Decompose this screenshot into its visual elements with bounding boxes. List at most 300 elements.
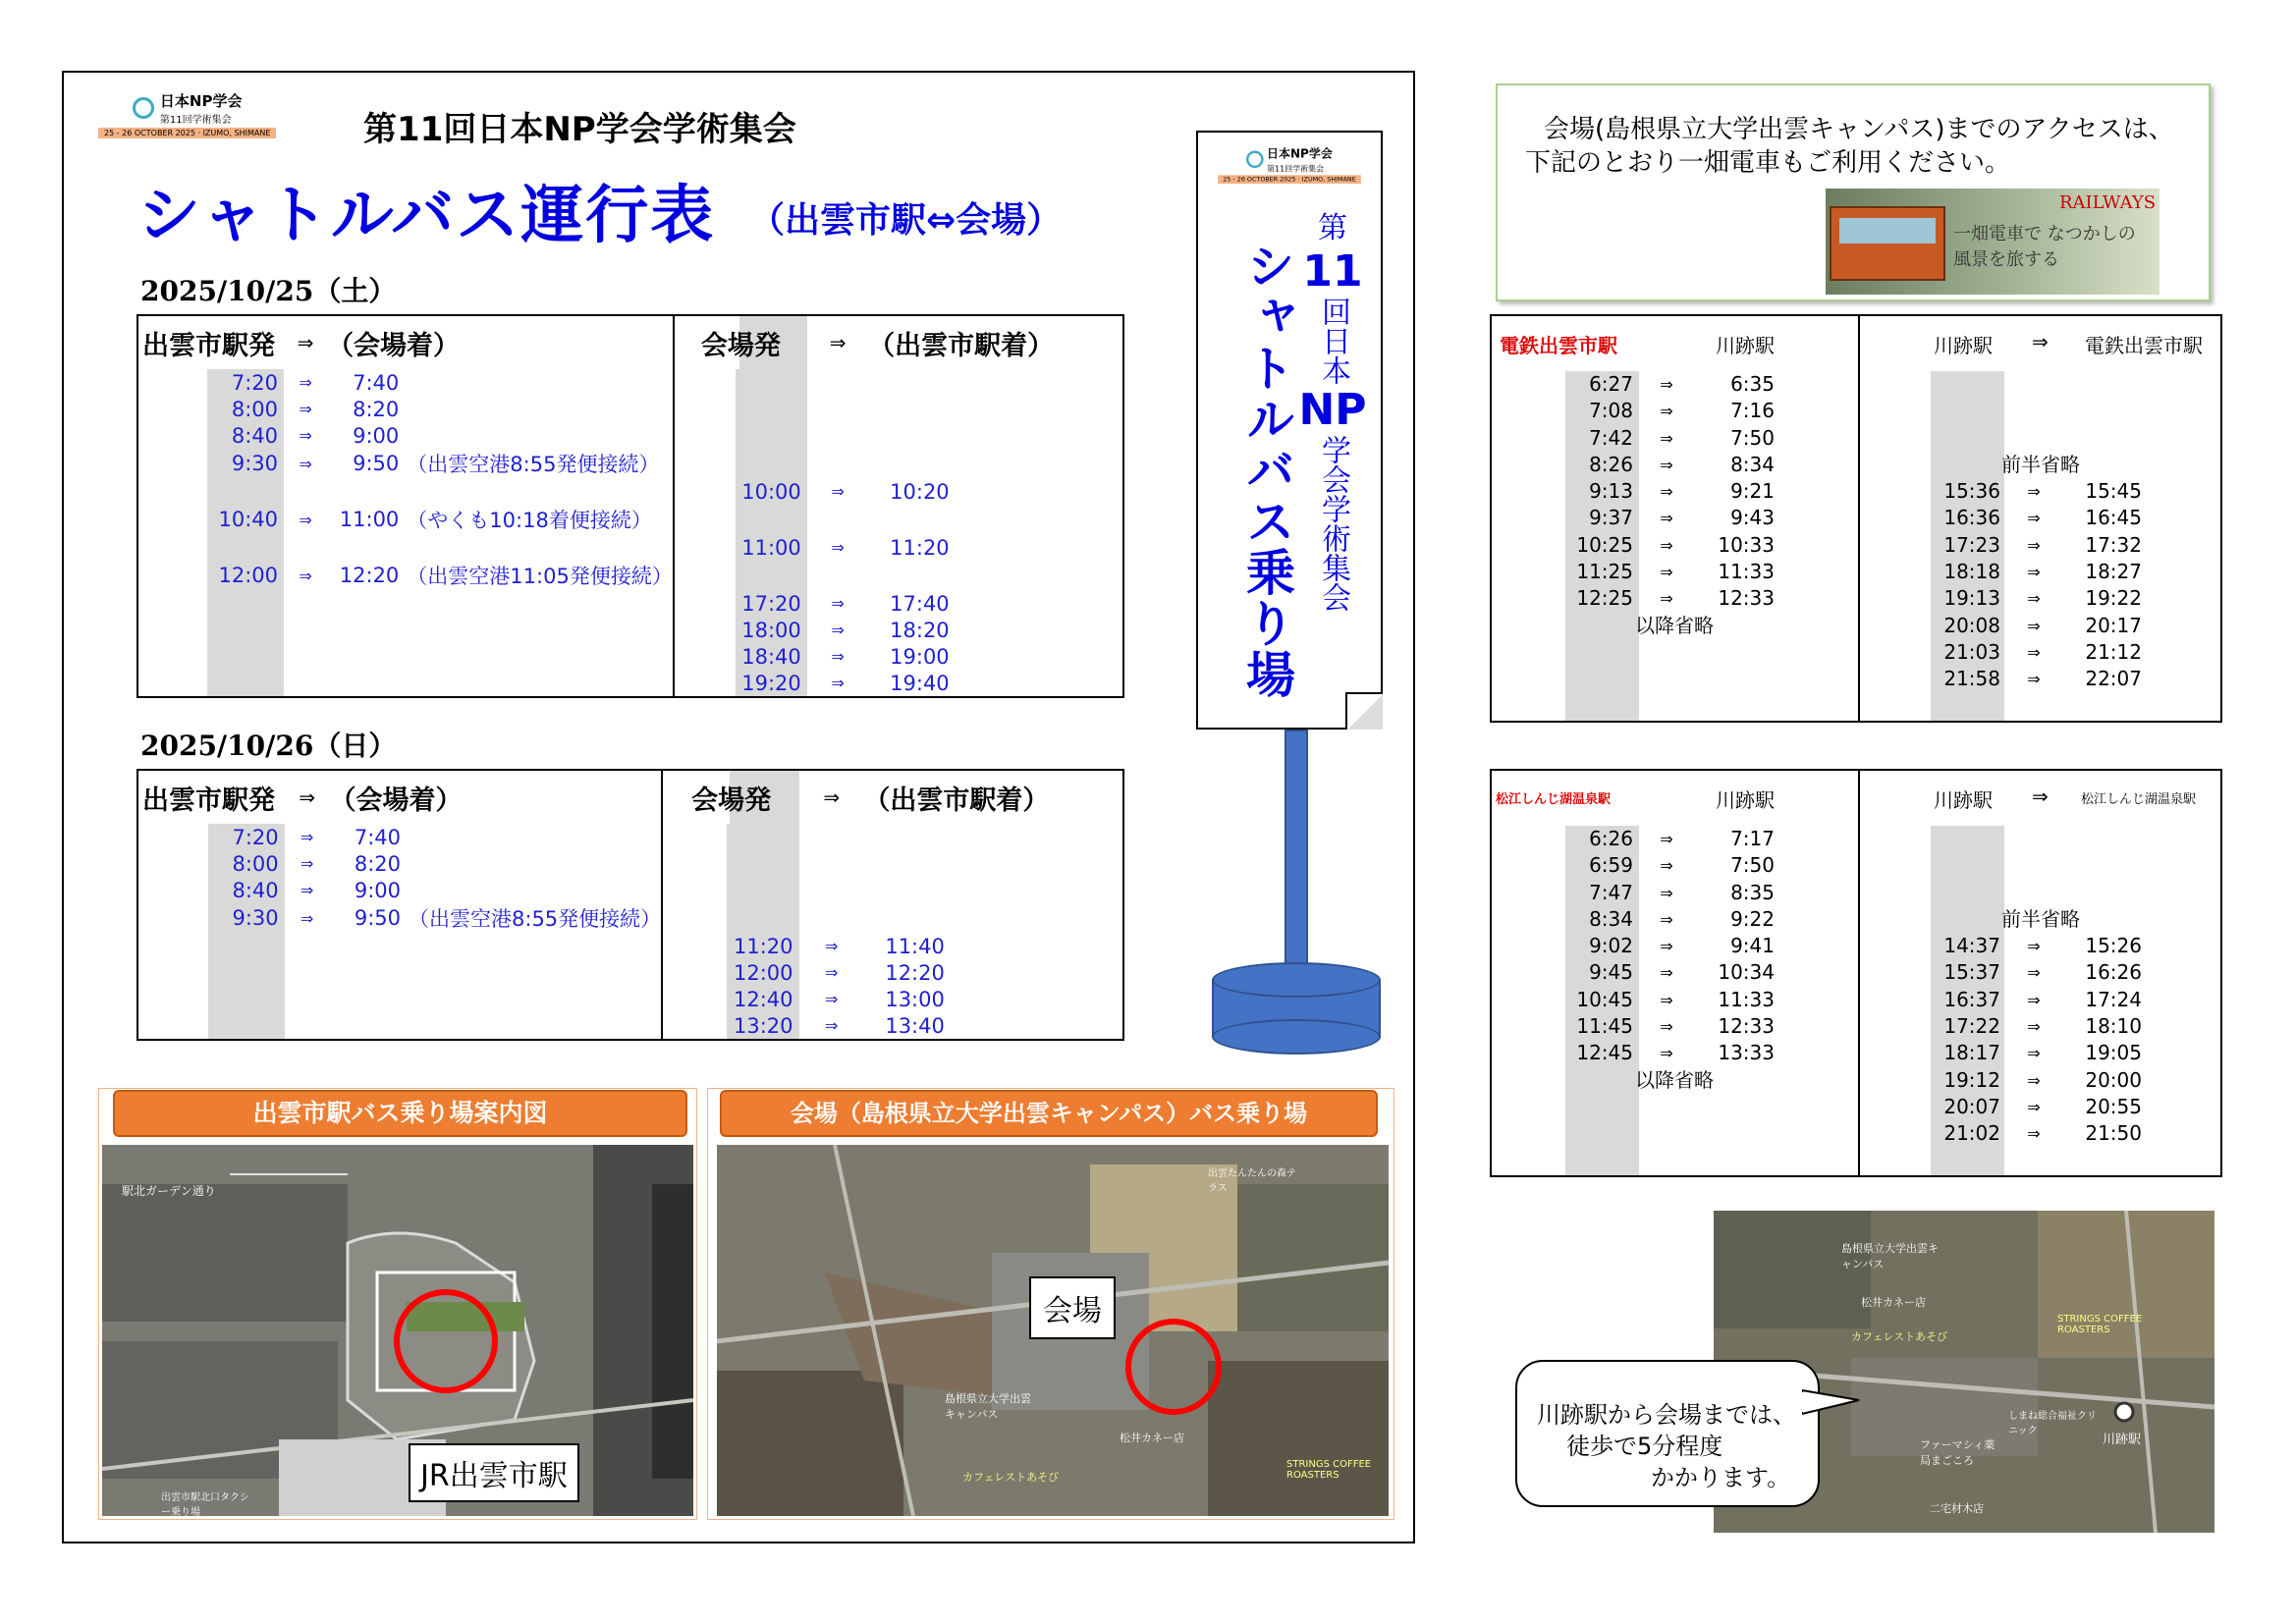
cell-on xyxy=(403,643,674,670)
railways-ad xyxy=(1826,189,2159,295)
cell-o2: 8:20 xyxy=(353,397,400,421)
cell-ra xyxy=(799,824,863,850)
matsue-hdr-r2: 松江しんじ湖温泉駅 xyxy=(2081,792,2197,807)
rail-arrive: 13:33 xyxy=(1718,1041,1775,1065)
rail-depart: 9:45 xyxy=(1589,960,1633,985)
rail-depart: 7:47 xyxy=(1589,880,1633,904)
rail-depart: 15:36 xyxy=(1943,479,2000,504)
rail-row xyxy=(1492,452,1857,478)
rail-arrive: 18:10 xyxy=(2085,1014,2142,1039)
cell-spacer xyxy=(674,617,736,643)
rail-arrive: 17:32 xyxy=(2085,532,2142,557)
rail-arrow: ⇒ xyxy=(1660,402,1673,421)
cell-o2: 9:00 xyxy=(354,878,402,902)
cell-o1: 9:30 xyxy=(207,449,284,478)
cell-on xyxy=(405,1012,662,1040)
cell-o1 xyxy=(207,643,284,670)
cell-o1: 8:00 xyxy=(208,850,285,877)
cell-o2 xyxy=(327,643,403,670)
rail-arrive: 7:17 xyxy=(1730,827,1775,850)
cell-ra: ⇒ xyxy=(825,937,839,955)
rail-arrow: ⇒ xyxy=(1660,990,1673,1009)
rail-row xyxy=(1492,826,1857,852)
rail-arrive: 12:33 xyxy=(1718,1014,1775,1039)
cell-spacer xyxy=(662,1012,727,1040)
cell-spacer xyxy=(137,505,207,534)
sign-np: NP xyxy=(1298,385,1367,435)
day2-date: 2025/10/26（日） xyxy=(140,730,397,762)
rail-arrow: ⇒ xyxy=(2027,1097,2041,1116)
timetable-row xyxy=(137,643,1123,670)
station-map-image xyxy=(102,1145,693,1516)
sign-logo-line1: 日本NP学会 xyxy=(1266,146,1333,161)
rail-arrow: ⇒ xyxy=(1660,375,1673,394)
rail-arrive: 20:17 xyxy=(2085,613,2142,637)
dentetsu-hdr-r1: 川跡駅 xyxy=(1934,334,1993,357)
cell-r1: 12:00 xyxy=(727,959,799,986)
cell-spacer xyxy=(137,877,208,903)
rail-row xyxy=(1492,959,1857,986)
cell-o1 xyxy=(208,933,285,959)
cell-spacer xyxy=(137,422,207,449)
timetable-row xyxy=(137,422,1123,449)
rail-arrow: ⇒ xyxy=(2027,1044,2041,1063)
rail-depart: 7:08 xyxy=(1589,399,1633,423)
cell-spacer xyxy=(674,369,736,396)
cell-o2 xyxy=(330,986,405,1012)
rail-depart: 9:37 xyxy=(1589,506,1633,530)
rail-depart: 11:25 xyxy=(1576,560,1633,584)
cell-spacer xyxy=(662,933,727,959)
cell-ra xyxy=(807,449,868,478)
rail-arrive: 12:33 xyxy=(1718,586,1775,611)
rail-arrow: ⇒ xyxy=(1660,963,1673,983)
rail-depart: 18:18 xyxy=(1943,560,2000,584)
cell-r2 xyxy=(863,850,1123,877)
rail-arrow: ⇒ xyxy=(1660,482,1673,502)
cell-r2 xyxy=(868,396,1123,422)
rail-arrow: ⇒ xyxy=(2027,990,2041,1009)
sign-pole xyxy=(1285,730,1308,977)
cell-on xyxy=(405,986,662,1012)
cell-r1: 12:40 xyxy=(727,986,799,1012)
conference-logo xyxy=(98,90,276,138)
cell-oa xyxy=(285,933,330,959)
ad-title: RAILWAYS xyxy=(2059,192,2157,213)
header-return-destination: （出雲市駅着） xyxy=(863,785,1050,816)
timetable-row xyxy=(137,959,1123,986)
rail-row xyxy=(1492,880,1857,906)
rail-arrive: 6:35 xyxy=(1730,372,1775,396)
rail-arrow: ⇒ xyxy=(2027,616,2041,635)
cell-spacer xyxy=(674,449,736,478)
rail-depart: 19:13 xyxy=(1943,586,2000,611)
cell-oa xyxy=(284,534,327,561)
rail-arrive: 20:00 xyxy=(2085,1067,2142,1092)
header-return-arrow: ⇒ xyxy=(823,785,841,809)
kawato-coffee-label: STRINGS COFFEE ROASTERS xyxy=(2057,1314,2143,1335)
cell-o1 xyxy=(207,670,284,697)
cell-r1: 13:20 xyxy=(727,1012,799,1040)
timetable-row xyxy=(137,369,1123,396)
rail-row xyxy=(1859,666,2222,692)
sign-logo-band: 25 - 26 OCTOBER 2025 · IZUMO, SHIMANE xyxy=(1218,175,1360,184)
cell-r1 xyxy=(727,877,799,903)
cell-o1: 8:00 xyxy=(207,396,284,422)
cell-spacer xyxy=(662,986,727,1012)
rail-arrow: ⇒ xyxy=(1660,830,1673,848)
kawato-cafe-label: カフェレストあそび xyxy=(1851,1330,1948,1343)
header-destination: （会場着） xyxy=(327,330,461,361)
rail-row xyxy=(1492,585,1857,612)
access-line2: 下記のとおり一畑電車もご利用ください。 xyxy=(1525,148,2011,178)
cell-spacer xyxy=(674,505,736,534)
rail-row xyxy=(1492,1013,1857,1040)
cell-o1: 8:40 xyxy=(207,422,284,449)
matsue-hdr-r1: 川跡駅 xyxy=(1934,788,1993,812)
cell-o1 xyxy=(207,534,284,561)
sign-small-text xyxy=(1298,203,1367,612)
cell-o1: 7:20 xyxy=(208,824,285,850)
cell-spacer xyxy=(674,534,736,561)
rail-arrive: 21:12 xyxy=(2085,639,2142,664)
cell-ra xyxy=(807,561,868,590)
cell-spacer xyxy=(137,449,207,478)
cell-o2: 7:40 xyxy=(354,825,402,849)
bubble-line3: かかります。 xyxy=(1651,1464,1791,1491)
cell-o2 xyxy=(327,478,403,505)
cell-on xyxy=(405,933,662,959)
cell-spacer xyxy=(662,877,727,903)
cell-ra: ⇒ xyxy=(831,538,845,557)
rail-row xyxy=(1859,1120,2222,1147)
cell-on xyxy=(403,590,674,617)
rail-note: 以降省略 xyxy=(1635,1067,1714,1092)
rail-depart: 12:45 xyxy=(1576,1041,1633,1065)
header-origin: 出雲市駅発 xyxy=(142,330,275,361)
rail-arrive: 8:34 xyxy=(1730,452,1775,476)
cell-r2: 13:40 xyxy=(885,1013,945,1038)
cell-r2: 17:40 xyxy=(890,591,950,616)
venue-coffee-label: STRINGS COFFEE ROASTERS xyxy=(1286,1459,1372,1481)
rail-arrive: 15:26 xyxy=(2085,934,2142,958)
rail-row xyxy=(1859,585,2222,612)
cell-o2 xyxy=(330,1012,405,1040)
rail-row xyxy=(1492,398,1857,424)
rail-arrive: 16:26 xyxy=(2085,960,2142,985)
cell-on xyxy=(405,850,662,877)
rail-arrow: ⇒ xyxy=(1660,883,1673,902)
rail-row xyxy=(1859,1094,2222,1120)
event-title: 第11回日本NP学会学術集会 xyxy=(363,110,796,149)
header-arrow: ⇒ xyxy=(299,785,315,809)
cell-r2: 13:00 xyxy=(885,987,945,1011)
timetable-header-row xyxy=(137,315,1123,369)
cell-o1: 9:30 xyxy=(208,903,285,933)
cell-oa: ⇒ xyxy=(299,400,312,418)
cell-o2: 11:00 xyxy=(339,508,400,531)
cell-spacer xyxy=(662,824,727,850)
walk-time-bubble xyxy=(1515,1360,1820,1507)
cell-r2 xyxy=(863,824,1123,850)
cell-r1 xyxy=(736,505,807,534)
rail-depart: 10:25 xyxy=(1576,532,1633,557)
cell-on xyxy=(405,959,662,986)
rail-row xyxy=(1492,933,1857,959)
cell-oa xyxy=(285,986,330,1012)
cell-r2 xyxy=(868,369,1123,396)
rail-row xyxy=(1492,987,1857,1013)
rail-arrow: ⇒ xyxy=(1660,1044,1673,1063)
rail-row xyxy=(1859,1067,2222,1094)
cell-ra: ⇒ xyxy=(825,1016,839,1035)
bubble-tail xyxy=(1802,1384,1861,1424)
cell-ra: ⇒ xyxy=(831,482,845,501)
rail-arrow: ⇒ xyxy=(1660,509,1673,528)
cell-r2: 19:40 xyxy=(890,671,950,695)
heart-logo-icon xyxy=(1246,151,1264,169)
cell-o2: 8:20 xyxy=(354,851,402,876)
access-line1: 会場(島根県立大学出雲キャンパス)までのアクセスは、 xyxy=(1544,115,2174,144)
kawato-clinic-label: しまね総合福祉クリニック xyxy=(2008,1411,2097,1436)
cell-o1: 12:00 xyxy=(207,561,284,590)
timetable-row xyxy=(137,478,1123,505)
kawato-station-label: 川跡駅 xyxy=(2103,1433,2142,1447)
dentetsu-timetable xyxy=(1490,314,2222,723)
cell-spacer xyxy=(137,396,207,422)
cell-spacer xyxy=(674,422,736,449)
rail-depart: 6:26 xyxy=(1589,827,1633,850)
day1-date: 2025/10/25（土） xyxy=(140,275,397,307)
timetable-row xyxy=(137,824,1123,850)
cell-o2: 9:50 xyxy=(353,452,400,475)
rail-arrow: ⇒ xyxy=(1660,1017,1673,1037)
timetable-row xyxy=(137,903,1123,933)
timetable-row xyxy=(137,933,1123,959)
venue-map-image xyxy=(717,1145,1389,1516)
cell-on: （やくも10:18着便接続） xyxy=(407,509,652,532)
rail-depart: 14:37 xyxy=(1943,934,2000,958)
rail-depart: 9:13 xyxy=(1589,479,1633,504)
cell-oa: ⇒ xyxy=(299,454,312,473)
cell-o1 xyxy=(208,1012,285,1040)
rail-row xyxy=(1859,505,2222,531)
rail-note: 以降省略 xyxy=(1635,613,1714,637)
cell-spacer xyxy=(674,590,736,617)
cell-spacer xyxy=(137,534,207,561)
bubble-line2: 徒歩で5分程度 xyxy=(1566,1433,1723,1460)
cell-oa xyxy=(285,959,330,986)
cell-spacer xyxy=(662,850,727,877)
rail-arrow: ⇒ xyxy=(2027,937,2041,956)
kawato-pharm-label: ファーマシィ薬局まごころ xyxy=(1920,1438,1995,1467)
matsue-hdr-arrow: ⇒ xyxy=(2032,785,2049,808)
cell-on: （出雲空港8:55発便接続） xyxy=(407,453,660,476)
rail-arrive: 16:45 xyxy=(2085,506,2142,530)
rail-row xyxy=(1859,933,2222,959)
logo-line1: 日本NP学会 xyxy=(159,92,243,110)
train-shape xyxy=(1830,206,1945,281)
cell-r1: 17:20 xyxy=(736,590,807,617)
rail-row xyxy=(1859,1040,2222,1066)
rail-arrive: 15:45 xyxy=(2085,479,2142,504)
cell-r1 xyxy=(736,369,807,396)
sign-base xyxy=(1212,962,1381,1046)
cell-r1 xyxy=(736,449,807,478)
rail-arrow: ⇒ xyxy=(1660,589,1673,609)
rail-row xyxy=(1492,478,1857,505)
cell-spacer xyxy=(674,561,736,590)
header-return-origin: 会場発 xyxy=(662,770,799,824)
timetable-row xyxy=(137,396,1123,422)
cell-o2 xyxy=(327,670,403,697)
cell-ra xyxy=(807,396,868,422)
rail-arrow: ⇒ xyxy=(1660,563,1673,582)
cell-o2 xyxy=(327,590,403,617)
rail-arrive: 7:16 xyxy=(1730,399,1775,423)
timetable-row xyxy=(137,449,1123,478)
header-return-arrow: ⇒ xyxy=(829,331,847,354)
rail-arrow: ⇒ xyxy=(1660,455,1673,474)
cell-o2 xyxy=(327,534,403,561)
rail-arrive: 10:34 xyxy=(1718,960,1775,985)
cell-oa: ⇒ xyxy=(300,881,314,899)
rail-depart: 6:27 xyxy=(1589,372,1633,396)
cell-on: （出雲空港8:55発便接続） xyxy=(409,907,662,931)
rail-arrive: 11:33 xyxy=(1718,987,1775,1011)
rail-arrive: 9:21 xyxy=(1730,479,1775,504)
cell-o1 xyxy=(208,959,285,986)
cell-oa xyxy=(284,617,327,643)
cell-ra: ⇒ xyxy=(825,990,839,1008)
timetable-row xyxy=(137,670,1123,697)
rail-depart: 16:36 xyxy=(1943,506,2000,530)
cell-on xyxy=(403,670,674,697)
timetable-row xyxy=(137,505,1123,534)
cell-r1: 18:40 xyxy=(736,643,807,670)
ad-copy: 一畑電車で なつかしの風景を旅する xyxy=(1953,224,2136,270)
day1-timetable xyxy=(137,314,1124,698)
rail-row xyxy=(1492,532,1857,559)
cell-o2: 9:00 xyxy=(353,423,400,448)
cell-spacer xyxy=(137,590,207,617)
cell-oa xyxy=(284,590,327,617)
matsue-hdr-l2: 川跡駅 xyxy=(1716,788,1775,812)
header-origin: 出雲市駅発 xyxy=(142,785,275,816)
cell-spacer xyxy=(137,959,208,986)
rail-arrow: ⇒ xyxy=(1660,909,1673,929)
matsue-timetable xyxy=(1490,769,2222,1177)
rail-row xyxy=(1859,1013,2222,1040)
heart-logo-icon xyxy=(133,97,154,119)
dentetsu-hdr-l1: 電鉄出雲市駅 xyxy=(1500,334,1617,357)
rail-arrive: 9:41 xyxy=(1730,934,1775,958)
cell-r2 xyxy=(863,877,1123,903)
rail-depart: 6:59 xyxy=(1589,853,1633,878)
rail-arrow: ⇒ xyxy=(2027,1070,2041,1090)
rail-spacer xyxy=(1859,852,2222,879)
rail-arrow: ⇒ xyxy=(1660,856,1673,876)
sign-small-2: 回日本 xyxy=(1316,297,1350,385)
cell-r1 xyxy=(727,850,799,877)
rail-arrive: 19:22 xyxy=(2085,586,2142,611)
rail-depart: 9:02 xyxy=(1589,934,1633,958)
cell-r2 xyxy=(868,561,1123,590)
rail-spacer xyxy=(1859,398,2222,424)
cell-r1 xyxy=(736,422,807,449)
cell-oa: ⇒ xyxy=(299,566,312,585)
cell-r1 xyxy=(727,824,799,850)
rail-arrow: ⇒ xyxy=(2027,642,2041,662)
cell-ra: ⇒ xyxy=(825,963,839,982)
rail-depart: 17:23 xyxy=(1943,532,2000,557)
matsue-left-rows xyxy=(1492,826,1857,1094)
rail-depart: 11:45 xyxy=(1576,1014,1633,1039)
rail-arrive: 10:33 xyxy=(1718,532,1775,557)
cell-o2: 7:40 xyxy=(353,370,400,395)
rail-row xyxy=(1859,532,2222,559)
cell-on xyxy=(403,478,674,505)
rail-depart: 20:07 xyxy=(1943,1094,2000,1118)
cell-on: （出雲空港11:05発便接続） xyxy=(407,565,673,588)
cell-oa: ⇒ xyxy=(299,510,312,529)
timetable-row xyxy=(137,1012,1123,1040)
rail-row xyxy=(1492,371,1857,398)
cell-o1: 7:20 xyxy=(207,369,284,396)
cell-o2: 12:20 xyxy=(339,564,400,587)
sign-logo-line2: 第11回学術集会 xyxy=(1266,164,1325,174)
cell-spacer xyxy=(137,369,207,396)
cell-oa: ⇒ xyxy=(300,828,314,846)
cell-on xyxy=(405,877,662,903)
cell-spacer xyxy=(137,617,207,643)
cell-o2 xyxy=(327,617,403,643)
rail-row xyxy=(1859,959,2222,986)
cell-spacer xyxy=(137,986,208,1012)
venue-map-caption: 会場（島根県立大学出雲キャンパス）バス乗り場 xyxy=(720,1090,1378,1137)
rail-row xyxy=(1492,505,1857,531)
rail-arrive: 22:07 xyxy=(2085,667,2142,691)
cell-spacer xyxy=(674,670,736,697)
kawato-wood-label: 二宅材木店 xyxy=(1930,1502,1984,1515)
rail-depart: 16:37 xyxy=(1943,987,2000,1011)
rail-depart: 8:34 xyxy=(1589,906,1633,931)
station-road-label: 駅北ガーデン通り xyxy=(122,1184,216,1198)
timetable-row xyxy=(137,590,1123,617)
cell-oa xyxy=(284,478,327,505)
rail-depart: 19:12 xyxy=(1943,1067,2000,1092)
access-box xyxy=(1496,83,2211,301)
bus-stop-sign xyxy=(1196,131,1383,730)
cell-oa: ⇒ xyxy=(300,908,314,928)
rail-arrow: ⇒ xyxy=(1660,937,1673,956)
rail-spacer xyxy=(1859,425,2222,452)
cell-r2 xyxy=(868,449,1123,478)
timetable-row xyxy=(137,534,1123,561)
rail-spacer xyxy=(1859,880,2222,906)
cell-spacer xyxy=(137,824,208,850)
rail-depart: 17:22 xyxy=(1943,1014,2000,1039)
timetable-row xyxy=(137,617,1123,643)
cell-r2 xyxy=(868,422,1123,449)
rail-arrow: ⇒ xyxy=(1660,535,1673,555)
cell-spacer xyxy=(137,850,208,877)
rail-depart: 21:02 xyxy=(1943,1121,2000,1146)
kawato-store-label: 松井カネー店 xyxy=(1861,1296,1926,1309)
rail-spacer xyxy=(1859,371,2222,398)
cell-spacer xyxy=(137,903,208,933)
rail-depart: 12:25 xyxy=(1576,586,1633,611)
